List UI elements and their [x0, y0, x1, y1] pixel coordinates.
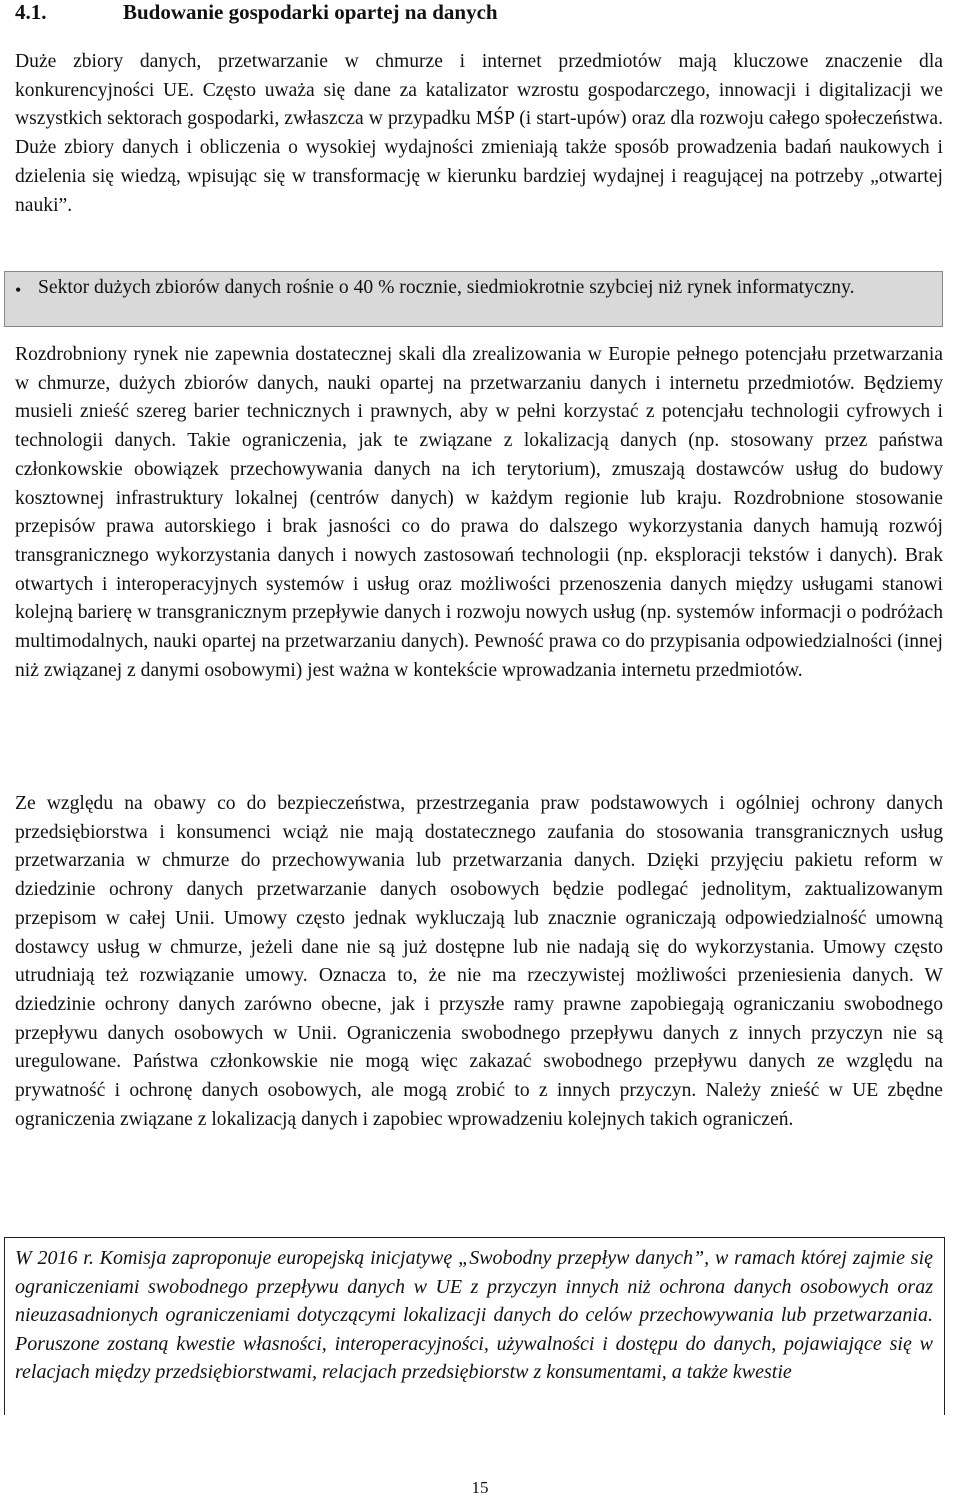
paragraph-security: Ze względu na obawy co do bezpieczeństwa, przestrzegania praw podstawowych i ogólniej ochrony danych przedsiębiorstwa i konsumenci wciąż nie mają dostatecznego zaufania do stosowania transgranicznych usług przetwarzania w chmurze do przechowywania lub przetwarzania danych. Dzięki przyjęciu pakietu reform w dziedzinie ochrony danych przetwarzanie danych osobowych będzie podlegać jednolitym, zaktualizowanym przepisom w całej Unii. Umowy często jednak wykluczają lub znacznie ograniczają odpowiedzialność umowną dostawcy usług w chmurze, jeżeli dane nie są już dostępne lub nie nadają się do wykorzystania. Umowy często utrudniają też rozwiązanie umowy. Oznacza to, że nie ma rzeczywistej możliwości przeniesienia danych. W dziedzinie ochrony danych zarówno obecne, jak i przyszłe ramy prawne zapobiegają ograniczaniu swobodnego przepływu danych osobowych w Unii. Ograniczenia swobodnego przepływu danych z innych przyczyn nie są uregulowane. Państwa członkowskie nie mogą więc zakazać swobodnego przepływu danych ze względu na prywatność i ochronę danych osobowych, ale mogą zrobić to z innych przyczyn. Należy znieść w UE zbędne ograniczenia związane z lokalizacją danych i zapobiec wprowadzeniu kolejnych takich ograniczeń.	[15, 793, 943, 1130]
initiative-box	[4, 1237, 945, 1415]
paragraph-fragmentation: Rozdrobniony rynek nie zapewnia dostatecznej skali dla zrealizowania w Europie pełnego potencjału przetwarzania w chmurze, dużych zbiorów danych, nauki opartej na przetwarzaniu danych i internetu przedmiotów. Będziemy musieli znieść szereg barier technicznych i prawnych, aby w pełni korzystać z potencjału technologii cyfrowych i technologii danych. Takie ograniczenia, jak te związane z lokalizacją danych (np. stosowany przez państwa członkowskie obowiązek przechowywania danych na ich terytorium), zmuszają dostawców usług do budowy kosztownej infrastruktury lokalnej (centrów danych) w każdym regionie lub kraju. Rozdrobnione stosowanie przepisów prawa autorskiego i brak jasności co do prawa do dalszego wykorzystania danych hamują rozwój transgranicznego wykorzystania danych i nowych zastosowań technologii (np. eksploracji tekstów i danych). Brak otwartych i interoperacyjnych systemów i usług oraz możliwości przenoszenia danych między usługami stanowi kolejną barierę w transgranicznym przepływie danych i rozwoju nowych usług (np. systemów informacji o podróżach multimodalnych, nauki opartej na przetwarzaniu danych). Pewność prawa co do przypisania odpowiedzialności (innej niż związanej z danymi osobowymi) jest ważna w kontekście wprowadzania internetu przedmiotów.	[15, 344, 943, 681]
callout-text: Sektor dużych zbiorów danych rośnie o 40 % rocznie, siedmiokrotnie szybciej niż rynek informatyczny.	[38, 277, 855, 298]
section-number: 4.1.	[15, 0, 47, 24]
bullet-point: •	[15, 280, 22, 300]
section-heading	[15, 0, 945, 24]
paragraph-intro: Duże zbiory danych, przetwarzanie w chmurze i internet przedmiotów mają kluczowe znaczenie dla konkurencyjności UE. Często uważa się dane za katalizator wzrostu gospodarczego, innowacji i digitalizacji we wszystkich sektorach gospodarki, zwłaszcza w przypadku MŚP (i start-upów) oraz dla rozwoju całego społeczeństwa. Duże zbiory danych i obliczenia o wysokiej wydajności zmieniają także sposób prowadzenia badań naukowych i dzielenia się wiedzą, wpisując się w transformację w kierunku bardziej wydajnej i reagującej na potrzeby „otwartej nauki”.	[15, 51, 943, 216]
section-title: Budowanie gospodarki opartej na danych	[123, 0, 498, 24]
page-number: 15	[471, 1478, 489, 1497]
initiative-text: W 2016 r. Komisja zaproponuje europejską inicjatywę „Swobodny przepływ danych”, w ramach której zajmie się ograniczeniami swobodnego przepływu danych w UE z przyczyn innych niż ochrona danych osobowych oraz nieuzasadnionych ograniczeniami dotyczącymi lokalizacji danych do celów przechowywania lub przetwarzania. Poruszone zostaną kwestie własności, interoperacyjności, używalności i dostępu do danych, pojawiające się w relacjach między przedsiębiorstwami, relacjach przedsiębiorstw z konsumentami, a także kwestie	[15, 1247, 933, 1384]
highlight-callout	[4, 271, 943, 327]
